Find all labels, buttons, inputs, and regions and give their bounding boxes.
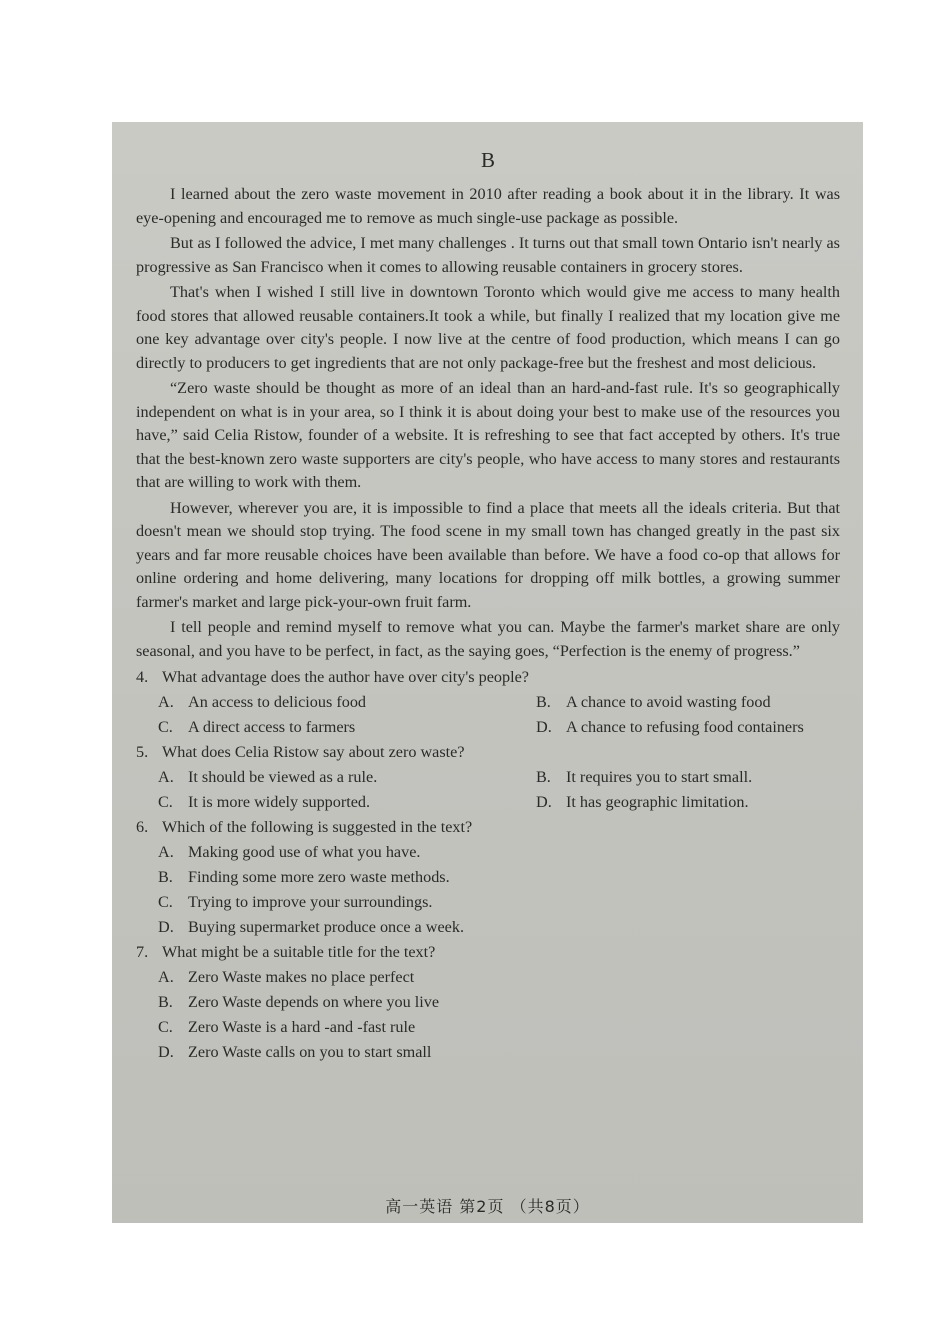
question-stem [136,815,840,840]
option-4a [136,690,514,715]
option-text: Finding some more zero waste methods. [188,868,450,886]
option-text: A chance to refusing food containers [566,718,804,736]
option-text: Zero Waste is a hard -and -fast rule [188,1018,416,1036]
option-7d [136,1040,840,1065]
option-4d [514,715,840,740]
option-letter: D. [536,718,552,736]
option-4c [136,715,514,740]
option-5d [514,790,840,815]
option-text: Buying supermarket produce once a week. [188,918,464,936]
option-list [136,965,840,1065]
option-letter: B. [536,693,551,711]
option-letter: B. [536,768,551,786]
question-7 [136,940,840,1065]
option-grid [136,765,840,815]
question-stem [136,740,840,765]
question-text: What does Celia Ristow say about zero waste? [162,743,465,761]
option-text: Zero Waste calls on you to start small [188,1043,432,1061]
section-heading: B [480,148,495,172]
option-5b [514,765,840,790]
option-6b [136,865,840,890]
option-text: It requires you to start small. [566,768,753,786]
paragraph-2: But as I followed the advice, I met many challenges . It turns out that small town Ontario isn't nearly as progressive as San Francisco when it comes to allowing reusable containers in grocery stores. [136,234,840,276]
option-text: Making good use of what you have. [188,843,421,861]
question-number: 7. [136,943,149,961]
question-number: 6. [136,818,149,836]
paragraph-6: I tell people and remind myself to remove what you can. Maybe the farmer's market share are only seasonal, and you have to be perfect, in fact, as the saying goes, “Perfection is the enemy of progress.” [136,618,840,660]
option-6c [136,890,840,915]
option-6a [136,840,840,865]
option-5c [136,790,514,815]
option-list [136,840,840,940]
paragraph-3: That's when I wished I still live in downtown Toronto which would give me access to many health food stores that allowed reusable containers.It took a while, but finally I realized that my location give me one key advantage over city's people. I now live at the centre of food production, which means I can go directly to producers to get ingredients that are not only package-free but the freshest and most delicious. [136,283,840,372]
exam-page [112,122,863,1223]
option-letter: D. [536,793,552,811]
option-letter: C. [158,1018,173,1036]
option-text: Trying to improve your surroundings. [188,893,433,911]
option-text: An access to delicious food [188,693,367,711]
question-number: 5. [136,743,149,761]
question-text: What advantage does the author have over city's people? [162,668,529,686]
paragraph-4: “Zero waste should be thought as more of an ideal than an hard-and-fast rule. It's so geographically independent on what is in your area, so I think it is about doing your best to make use of the resources you have,” said Celia Ristow, founder of a website. It is refreshing to see that fact accepted by others. It's true that the best-known zero waste supporters are city's people, who have access to many stores and restaurants that are willing to work with them. [136,379,840,491]
option-text: A direct access to farmers [188,718,356,736]
question-stem [136,665,840,690]
question-6 [136,815,840,940]
option-4b [514,690,840,715]
option-letter: A. [158,968,174,986]
option-text: A chance to avoid wasting food [566,693,771,711]
option-text: It is more widely supported. [188,793,371,811]
option-text: Zero Waste depends on where you live [188,993,440,1011]
option-text: It should be viewed as a rule. [188,768,378,786]
option-letter: C. [158,718,173,736]
paragraph-5: However, wherever you are, it is impossible to find a place that meets all the ideals criteria. But that doesn't mean we should stop trying. The food scene in my small town has changed greatly in the past six years and far more reusable choices have been available than before. We have a food co-op that allows for online ordering and home delivering, many locations for dropping off milk bottles, a growing summer farmer's market and large pick-your-own fruit farm. [136,498,840,611]
option-letter: A. [158,843,174,861]
question-5 [136,740,840,815]
question-stem [136,940,840,965]
option-7c [136,1015,840,1040]
option-5a [136,765,514,790]
option-letter: B. [158,868,173,886]
question-4 [136,665,840,740]
page-content [136,144,840,1065]
option-letter: C. [158,893,173,911]
option-letter: A. [158,768,174,786]
option-letter: D. [158,918,174,936]
question-number: 4. [136,668,149,686]
page-footer: 高一英语 第2页 （共8页） [385,1197,590,1216]
option-text: It has geographic limitation. [566,793,749,811]
option-7b [136,990,840,1015]
paragraph-1: I learned about the zero waste movement in 2010 after reading a book about it in the library. It was eye-opening and encouraged me to remove as much single-use package as possible. [136,185,840,227]
option-letter: D. [158,1043,174,1061]
option-text: Zero Waste makes no place perfect [188,968,415,986]
option-6d [136,915,840,940]
option-letter: A. [158,693,174,711]
question-text: Which of the following is suggested in the text? [162,818,473,836]
option-letter: C. [158,793,173,811]
option-7a [136,965,840,990]
option-grid [136,690,840,740]
question-text: What might be a suitable title for the text? [162,943,436,961]
option-letter: B. [158,993,173,1011]
